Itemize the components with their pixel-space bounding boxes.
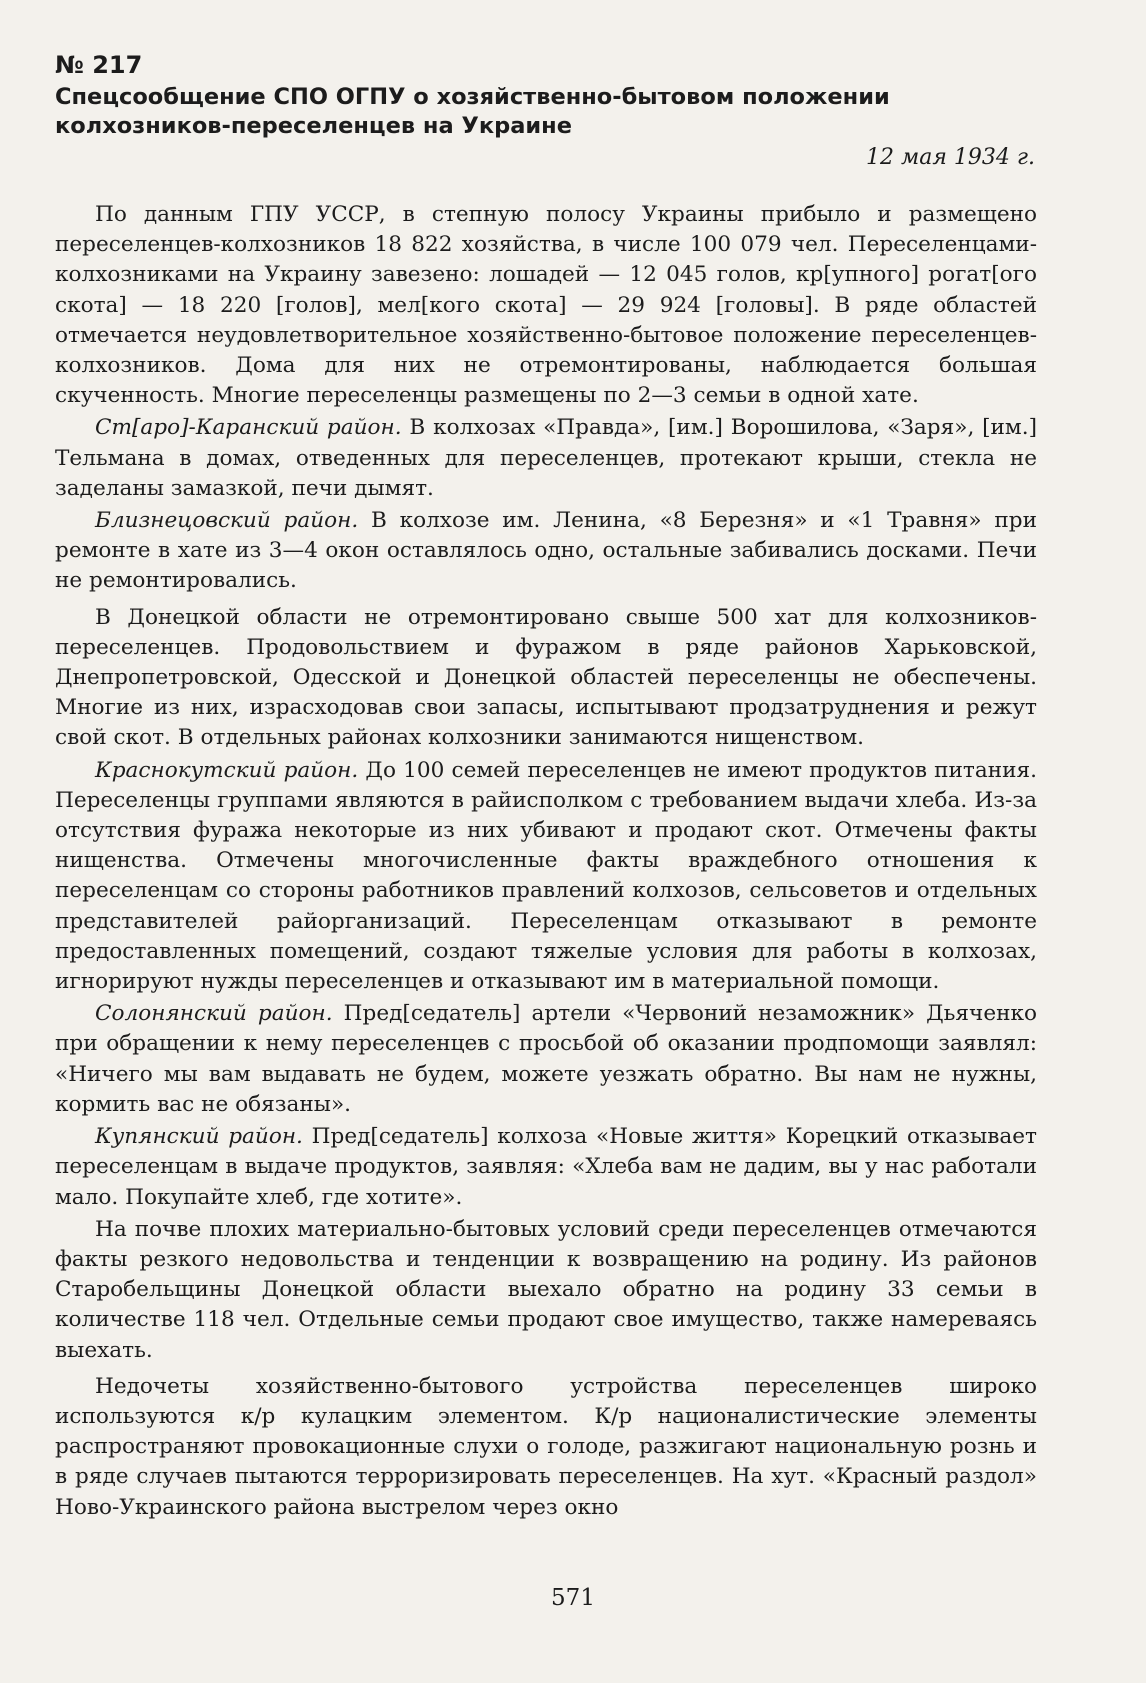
paragraph: На почве плохих материально-бытовых условий среди переселенцев отмечаются факты резкого недовольства и тенденции к возвращению на родину. Из районов Старобельщины Донецкой области выехало обратно на родину 33 семьи в количестве 118 чел. Отдельные семьи продают свое имущество, также намереваясь выехать. <box>55 1216 1037 1363</box>
district-name: Ст[аро]-Каранский район. <box>95 415 402 441</box>
paragraph: Близнецовский район. В колхозе им. Ленина, «8 Березня» и «1 Травня» при ремонте в хате из 3—4 окон оставлялось одно, остальные забивались досками. Печи не ремонтировались. <box>55 508 1037 594</box>
page-number: 571 <box>551 1585 595 1611</box>
paragraph: Недочеты хозяйственно-бытового устройства переселенцев широко используются к/р кулацким элементом. К/р националистические элементы распространяют провокационные слухи о голоде, разжигают национальную рознь и в ряде случаев пытаются терроризировать переселенцев. На хут. «Красный раздол» Ново-Украинского района выстрелом через окно <box>55 1373 1037 1520</box>
paragraph: В Донецкой области не отремонтировано свыше 500 хат для колхозников-переселенцев. Продовольствием и фуражом в ряде районов Харьковской, Днепропетровской, Одесской и Донецкой областей переселенцы не обеспечены. Многие из них, израсходовав свои запасы, испытывают продзатруднения и режут свой скот. В отдельных районах колхозники занимаются нищенством. <box>55 604 1037 751</box>
district-name: Купянский район. <box>95 1124 303 1150</box>
paragraph: Краснокутский район. До 100 семей переселенцев не имеют продуктов питания. Переселенцы группами являются в райисполком с требованием выдачи хлеба. Из-за отсутствия фуража некоторые из них убивают и продают скот. Отмечены факты нищенства. Отмечены многочисленные факты враждебного отношения к переселенцам со стороны работников правлений колхозов, сельсоветов и отдельных представителей райорганизаций. Переселенцам отказывают в ремонте предоставленных помещений, создают тяжелые условия для работы в колхозах, игнорируют нужды переселенцев и отказывают им в материальной помощи. <box>55 757 1038 995</box>
paragraph: Солонянский район. Пред[седатель] артели «Червоний незаможник» Дьяченко при обращении к нему переселенцев с просьбой об оказании продпомощи заявлял: «Ничего мы вам выдавать не будем, можете уезжать обратно. Вы нам не нужны, кормить вас не обязаны». <box>55 1001 1037 1117</box>
district-name: Близнецовский район. <box>95 508 359 534</box>
district-name: Краснокутский район. <box>95 757 359 783</box>
document-date: 12 мая 1934 г. <box>866 145 1035 170</box>
document-body <box>55 200 1037 1525</box>
district-name: Солонянский район. <box>95 1001 333 1027</box>
paragraph: По данным ГПУ УССР, в степную полосу Украины прибыло и размещено переселенцев-колхозников 18 822 хозяйства, в числе 100 079 чел. Переселенцами-колхозниками на Украину завезено: лошадей — 12 045 голов, кр[упного] рогат[ого скота] — 18 220 [голов], мел[кого скота] — 29 924 [головы]. В ряде областей отмечается неудовлетворительное хозяйственно-бытовое положение переселенцев-колхозников. Дома для них не отремонтированы, наблюдается большая скученность. Многие переселенцы размещены по 2—3 семьи в одной хате. <box>55 202 1037 409</box>
document-title: Спецсообщение СПО ОГПУ о хозяйственно-бытовом положении колхозников-переселенцев на Украине <box>55 84 890 139</box>
document-number: № 217 <box>55 51 143 79</box>
paragraph: Купянский район. Пред[седатель] колхоза «Новые життя» Корецкий отказывает переселенцам в выдаче продуктов, заявляя: «Хлеба вам не дадим, вы у нас работали мало. Покупайте хлеб, где хотите». <box>55 1124 1037 1210</box>
document-header <box>55 50 1035 172</box>
paragraph: Ст[аро]-Каранский район. В колхозах «Правда», [им.] Ворошилова, «Заря», [им.] Тельмана в домах, отведенных для переселенцев, протекают крыши, стекла не заделаны замазкой, печи дымят. <box>55 415 1037 501</box>
